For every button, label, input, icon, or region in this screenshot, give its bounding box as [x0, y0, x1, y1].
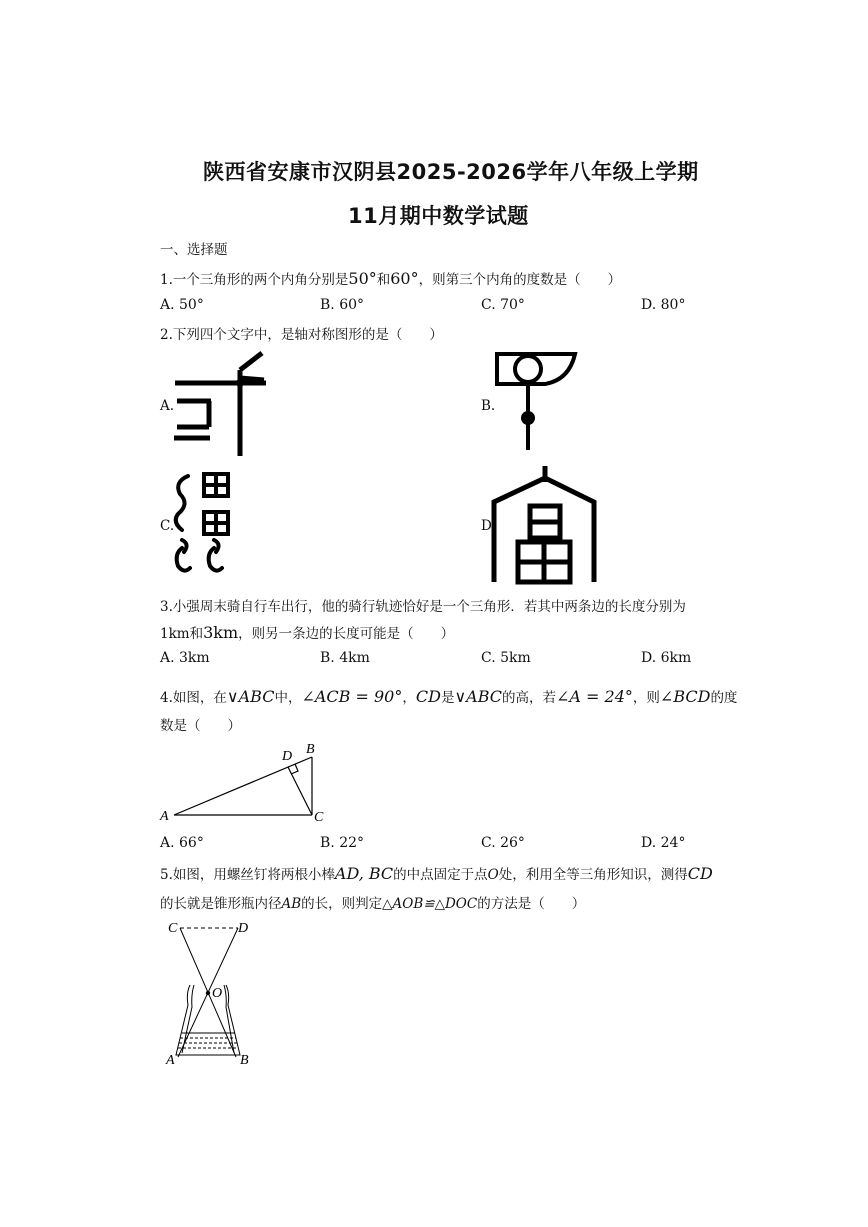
q1-stem — [160, 268, 621, 288]
q3-post: ，则另一条边的长度可能是（ ） — [238, 626, 455, 642]
glyph-a-image — [160, 350, 270, 460]
q4-p6: ，则 — [632, 690, 660, 706]
q3-option-a[interactable]: A. 3km — [160, 650, 210, 666]
q1-post: ，则第三个内角的度数是（ ） — [418, 272, 622, 288]
q4-tri: ∨ABC — [226, 687, 275, 706]
q4-eq1: ∠ACB = 90° — [301, 687, 403, 706]
q2-label-b[interactable]: B. — [481, 398, 496, 414]
glyph-b-image — [493, 352, 578, 454]
q2-label-d[interactable]: D. — [481, 518, 496, 534]
q2-stem: 2.下列四个文字中，是轴对称图形的是（ ） — [160, 327, 443, 343]
doc-title-line1: 陕西省安康市汉阴县2025-2026学年八年级上学期 — [203, 160, 699, 184]
q4-eq2: ∠A = 24° — [556, 687, 633, 706]
q4-option-b[interactable]: B. 22° — [320, 835, 365, 851]
q3-option-b[interactable]: B. 4km — [320, 650, 370, 666]
q5-o: O — [487, 867, 499, 883]
q1-option-c[interactable]: C. 70° — [481, 297, 525, 313]
q4-tri2: ∨ABC — [454, 687, 502, 706]
section-heading: 一、选择题 — [160, 242, 228, 258]
q1-angle2: 60° — [390, 269, 419, 288]
q5-p4: 的长就是锥形瓶内径 — [160, 896, 282, 912]
q4-ang: ∠BCD — [659, 687, 711, 706]
q5-ad: AD, BC — [334, 864, 394, 883]
q1-option-b[interactable]: B. 60° — [320, 297, 365, 313]
q2-label-a[interactable]: A. — [160, 398, 175, 414]
q4-option-d[interactable]: D. 24° — [641, 835, 686, 851]
q3-option-d[interactable]: D. 6km — [641, 650, 692, 666]
q5-p6: 的方法是（ ） — [477, 896, 586, 912]
q4-label-b: B — [306, 742, 315, 757]
q3-option-c[interactable]: C. 5km — [481, 650, 531, 666]
q5-label-o: O — [212, 986, 223, 1001]
q4-label-d: D — [282, 749, 293, 764]
q5-label-d: D — [238, 921, 249, 936]
q3-stem-line2 — [160, 622, 454, 642]
q4-p7: 的度 — [710, 690, 738, 706]
q4-p4: 是 — [440, 690, 455, 706]
q1-mid: 和 — [376, 272, 391, 288]
q4-label-a: A — [160, 809, 169, 824]
q4-stem-line2: 数是（ ） — [160, 718, 241, 734]
q5-cd: CD — [687, 864, 713, 883]
q5-ab: AB — [281, 896, 302, 912]
glyph-c-image — [168, 470, 238, 580]
q4-stem-line1 — [160, 686, 737, 706]
q5-p1: 5.如图，用螺丝钉将两根小棒 — [160, 867, 335, 883]
q4-p3: ， — [402, 690, 416, 706]
q4-p5: 的高，若 — [502, 690, 556, 706]
q3-stem-line1: 3.小强周末骑自行车出行，他的骑行轨迹恰好是一个三角形．若其中两条边的长度分别为 — [160, 599, 686, 615]
q3-len1: 1km — [160, 626, 190, 642]
q5-flask-figure — [160, 915, 270, 1075]
q5-label-c: C — [168, 921, 178, 936]
q4-triangle-figure — [158, 738, 338, 828]
q5-cong: △AOB≌△DOC — [382, 896, 478, 912]
q5-p3: 处，利用全等三角形知识，测得 — [498, 867, 688, 883]
q5-p2: 的中点固定于点 — [393, 867, 488, 883]
q1-pre: 1.一个三角形的两个内角分别是 — [160, 272, 349, 288]
q2-label-c[interactable]: C. — [160, 518, 175, 534]
q5-stem-line1 — [160, 863, 713, 883]
q4-option-c[interactable]: C. 26° — [481, 835, 525, 851]
q1-option-a[interactable]: A. 50° — [160, 297, 204, 313]
glyph-d-image — [490, 464, 600, 584]
q1-option-d[interactable]: D. 80° — [641, 297, 686, 313]
q4-p2: 中， — [274, 690, 302, 706]
q4-label-c: C — [314, 810, 324, 825]
q4-p1: 4.如图，在 — [160, 690, 227, 706]
q4-cd: CD — [415, 687, 441, 706]
doc-title-line2: 11月期中数学试题 — [348, 204, 529, 228]
q5-label-a: A — [166, 1053, 175, 1068]
q5-p5: 的长，则判定 — [301, 896, 383, 912]
q4-option-a[interactable]: A. 66° — [160, 835, 204, 851]
q5-stem-line2 — [160, 892, 585, 912]
q3-and: 和 — [189, 626, 204, 642]
q1-angle1: 50° — [348, 269, 377, 288]
q5-label-b: B — [240, 1053, 249, 1068]
q3-len2: 3km — [203, 623, 239, 642]
